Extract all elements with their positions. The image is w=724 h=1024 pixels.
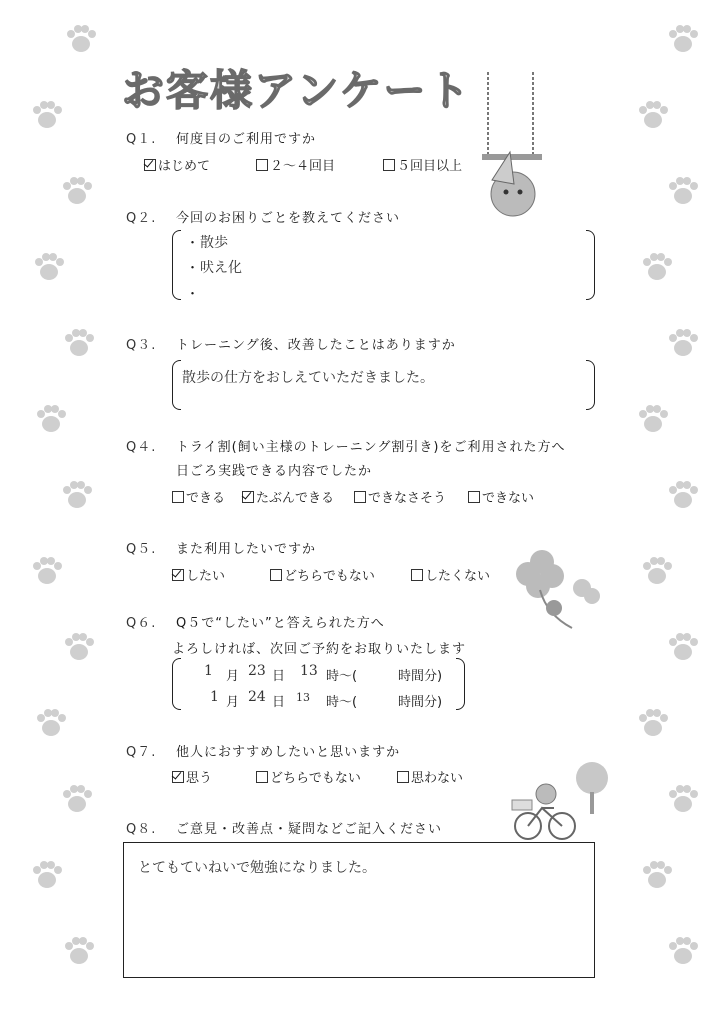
checkbox[interactable] [354,491,366,503]
checkbox-checked[interactable] [172,771,184,783]
checkbox[interactable] [256,771,268,783]
q8-question: Q８. ご意見・改善点・疑問などご記入ください [126,822,443,837]
month-label: 月 [226,669,240,684]
bear-on-bicycle-illustration [492,756,614,842]
paw-print-icon [666,326,700,360]
q4-option-4[interactable]: できない [468,487,534,506]
day-value[interactable]: 24 [248,689,266,705]
q3-question: Q３. トレーニング後、改善したことはありますか [126,338,456,353]
q6-question-line2: よろしければ、次回ご予約をお取りいたします [172,642,467,657]
q1-option-second[interactable]: ２～４回目 [256,155,335,174]
paw-print-icon [640,250,674,284]
hour-label: 時～( [326,695,358,710]
paw-print-icon [62,934,96,968]
q7-option-2[interactable]: どちらでもない [256,767,361,786]
bullet: ・ [186,261,200,276]
checkbox[interactable] [256,159,268,171]
paw-print-icon [666,478,700,512]
answer-bracket-right [586,230,595,300]
paw-print-icon [30,98,64,132]
clover-illustration [512,540,602,635]
paw-print-icon [666,174,700,208]
q3-answer[interactable]: 散歩の仕方をおしえていただきました。 [182,370,434,386]
paw-print-icon [34,706,68,740]
q7-question: Q７. 他人におすすめしたいと思いますか [126,745,401,760]
q4-option-1[interactable]: できる [172,487,225,506]
bullet: ・ [186,236,200,251]
q5-question: Q５. また利用したいですか [126,542,317,557]
hour-value[interactable]: 13 [296,691,310,704]
q5-option-3[interactable]: したくない [411,565,490,584]
hour-value[interactable]: 13 [300,663,318,679]
q4-question-line2: 日ごろ実践できる内容でしたか [176,464,373,479]
checkbox-checked[interactable] [242,491,254,503]
paw-print-icon [60,782,94,816]
q6-question: Q６. Q５で“したい”と答えられた方へ [126,616,385,631]
duration-label: 時間分) [398,669,443,684]
paw-print-icon [636,98,670,132]
paw-print-icon [666,782,700,816]
answer-bracket-right [586,360,595,410]
paw-print-icon [32,250,66,284]
q1-question [126,128,316,147]
q4-option-3[interactable]: できなさそう [354,487,446,506]
paw-print-icon [34,402,68,436]
checkbox-checked[interactable] [144,159,156,171]
paw-print-icon [636,402,670,436]
day-label: 日 [272,669,286,684]
paw-print-icon [666,22,700,56]
paw-print-icon [30,858,64,892]
q2-question: Q２. 今回のお困りごとを教えてください [126,211,401,226]
checkbox[interactable] [172,491,184,503]
paw-print-icon [60,478,94,512]
q4-question: Q４. トライ割(飼い主様のトレーニング割引き)をご利用された方へ [126,440,566,455]
comment-box[interactable] [123,842,595,978]
day-value[interactable]: 23 [248,663,266,679]
answer-bracket-left [172,230,181,300]
q1-option-first[interactable]: はじめて [144,155,210,174]
paw-print-icon [640,554,674,588]
q1-option-third[interactable]: ５回目以上 [383,155,462,174]
duration-label: 時間分) [398,695,443,710]
checkbox[interactable] [411,569,423,581]
paw-print-icon [640,858,674,892]
q7-option-1[interactable]: 思う [172,767,212,786]
checkbox-checked[interactable] [172,569,184,581]
paw-print-icon [30,554,64,588]
paw-print-icon [666,934,700,968]
q2-answer-1[interactable]: 散歩 [200,235,228,251]
q7-option-3[interactable]: 思わない [397,767,463,786]
question-number: Q１. [126,132,157,147]
q5-option-2[interactable]: どちらでもない [270,565,375,584]
paw-print-icon [62,630,96,664]
paw-print-icon [64,22,98,56]
hour-label: 時～( [326,669,358,684]
q4-option-2[interactable]: たぶんできる [242,487,334,506]
checkbox[interactable] [270,569,282,581]
month-value[interactable]: 1 [210,689,219,705]
paw-print-icon [62,326,96,360]
q2-answer-2[interactable]: 吠え化 [200,260,242,276]
day-label: 日 [272,695,286,710]
paw-print-icon [666,630,700,664]
bullet: ・ [186,287,200,302]
q5-option-1[interactable]: したい [172,565,225,584]
paw-print-icon [636,706,670,740]
month-value[interactable]: 1 [204,663,213,679]
question-text: 何度目のご利用ですか [176,132,317,147]
q8-answer[interactable]: とてもていねいで勉強になりました。 [138,860,376,876]
answer-bracket-left [172,360,181,410]
bear-on-swing-illustration [478,62,558,232]
answer-bracket-right [456,658,465,710]
month-label: 月 [226,695,240,710]
checkbox[interactable] [468,491,480,503]
survey-title: お客様アンケート [122,66,472,115]
checkbox[interactable] [383,159,395,171]
answer-bracket-left [172,658,181,710]
paw-print-icon [60,174,94,208]
checkbox[interactable] [397,771,409,783]
